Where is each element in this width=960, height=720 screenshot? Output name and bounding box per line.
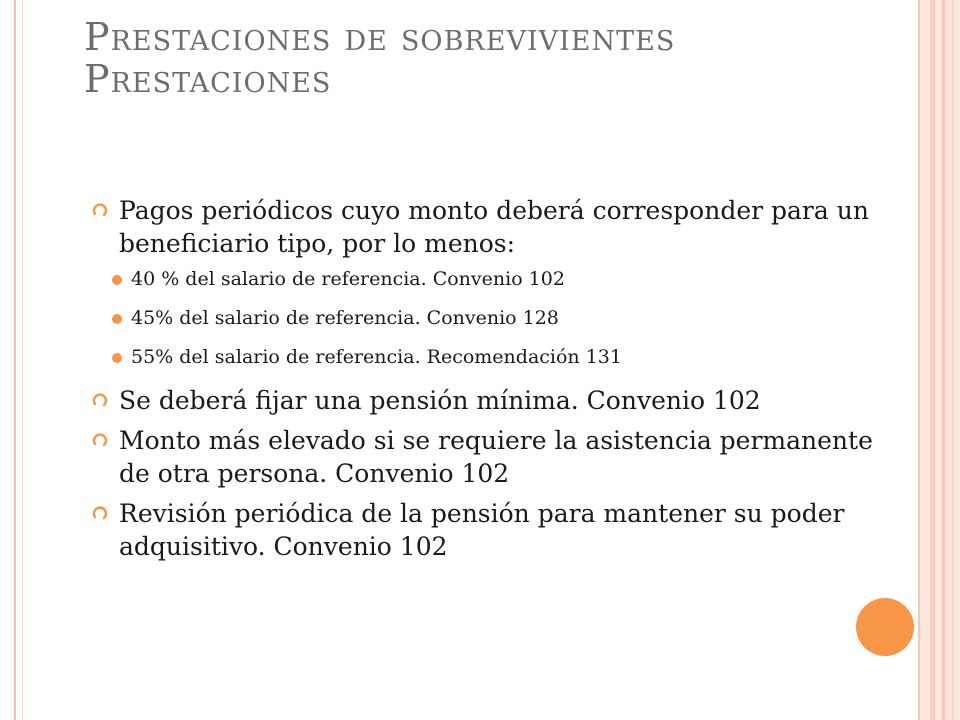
- bullet-item: [92, 384, 882, 417]
- bullet-marker-icon: [92, 505, 108, 521]
- right-frame-stripe: [930, 0, 935, 720]
- bullet-text: Monto más elevado si se requiere la asistencia permanente de otra persona. Convenio 102: [119, 426, 873, 488]
- right-frame-stripe: [942, 0, 945, 720]
- sub-bullet-text: 45% del salario de referencia. Convenio 128: [131, 307, 559, 329]
- bullet-marker-icon: [92, 432, 108, 448]
- sub-bullet-dot-icon: [112, 314, 122, 324]
- slide-title: [84, 16, 904, 100]
- bullet-item: [92, 424, 882, 490]
- sub-bullet-list: [92, 267, 882, 370]
- right-frame-stripe: [952, 0, 954, 720]
- left-frame-line: [14, 0, 16, 720]
- title-line-2: Prestaciones: [84, 57, 332, 101]
- sub-bullet-item: [92, 267, 882, 292]
- sub-bullet-item: [92, 345, 882, 370]
- bullet-item: [92, 497, 882, 563]
- sub-bullet-text: 55% del salario de referencia. Recomendación 131: [131, 346, 622, 368]
- sub-bullet-text: 40 % del salario de referencia. Convenio 102: [131, 268, 565, 290]
- title-line-1: Prestaciones de sobrevivientes: [84, 15, 676, 59]
- bullet-text: Se deberá fijar una pensión mínima. Convenio 102: [119, 386, 761, 415]
- right-frame-stripe: [918, 0, 920, 720]
- bullet-item: [92, 194, 882, 260]
- bullet-list: [92, 194, 882, 570]
- sub-bullet-dot-icon: [112, 275, 122, 285]
- left-frame-line-thin: [22, 0, 23, 720]
- bullet-text: Pagos periódicos cuyo monto deberá corresponder para un beneficiario tipo, por lo menos:: [119, 196, 869, 258]
- sub-bullet-dot-icon: [112, 353, 122, 363]
- bullet-marker-icon: [92, 202, 108, 218]
- sub-bullet-item: [92, 306, 882, 331]
- decorative-orange-circle: [856, 598, 914, 656]
- bullet-text: Revisión periódica de la pensión para mantener su poder adquisitivo. Convenio 102: [119, 499, 845, 561]
- bullet-marker-icon: [92, 392, 108, 408]
